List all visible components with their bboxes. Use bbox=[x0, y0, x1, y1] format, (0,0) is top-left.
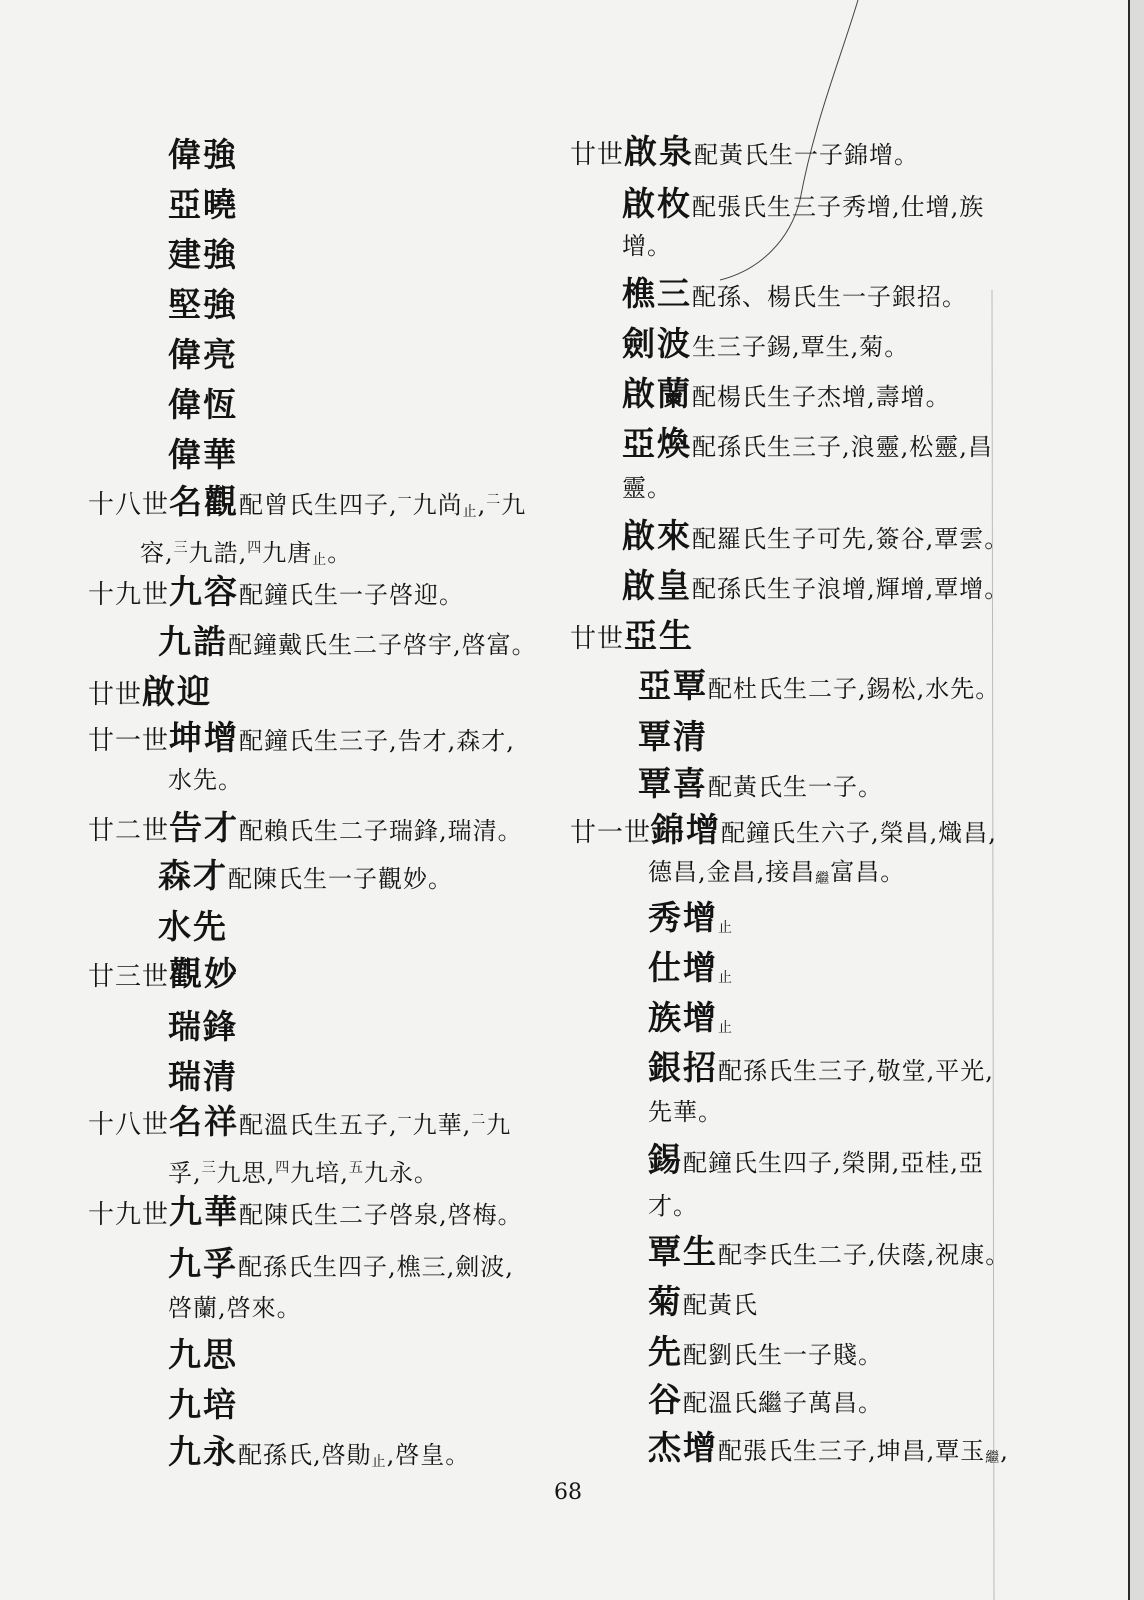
entry-note: 配孫氏生四子,樵三,劍波, bbox=[238, 1253, 514, 1281]
entry-name: 偉亮 bbox=[168, 335, 238, 374]
entry-line bbox=[168, 1148, 439, 1188]
entry-line bbox=[570, 810, 997, 850]
entry-name: 偉華 bbox=[168, 435, 238, 474]
entry-line bbox=[622, 226, 672, 266]
entry-note: 增。 bbox=[622, 232, 672, 260]
entry-name: 菊 bbox=[648, 1282, 683, 1321]
entry-line bbox=[88, 808, 523, 848]
entry-line bbox=[158, 856, 453, 896]
entry-name: 覃生 bbox=[648, 1232, 718, 1271]
entry-note: 九唐 bbox=[262, 539, 313, 567]
entry-note: 配孫氏,啓勛 bbox=[238, 1441, 372, 1469]
generation-label: 十九世 bbox=[88, 1200, 170, 1230]
generation-label: 廿一世 bbox=[88, 726, 170, 756]
entry-note: 孚, bbox=[168, 1159, 202, 1187]
entry-line bbox=[168, 132, 238, 178]
entry-line bbox=[622, 424, 993, 464]
entry-note: 配楊氏生子杰增,壽增。 bbox=[692, 383, 951, 411]
entry-name: 覃喜 bbox=[638, 764, 708, 803]
line-end-mark: 止 bbox=[718, 1020, 733, 1036]
entry-line bbox=[88, 672, 212, 712]
entry-note: 生三子錫,覃生,菊。 bbox=[692, 333, 910, 361]
left-column bbox=[0, 0, 570, 1600]
entry-note: 配黃氏 bbox=[683, 1291, 758, 1319]
entry-name: 觀妙 bbox=[169, 954, 240, 993]
entry-note: 配孫氏生三子,浪靈,松靈,昌 bbox=[692, 433, 993, 461]
entry-name: 森才 bbox=[158, 856, 228, 895]
entry-line bbox=[648, 1428, 1009, 1468]
generation-label: 廿三世 bbox=[88, 962, 170, 992]
entry-note: 九華, bbox=[412, 1111, 472, 1139]
entry-line bbox=[570, 616, 694, 656]
entry-line bbox=[648, 998, 733, 1038]
entry-line bbox=[168, 182, 238, 228]
entry-name: 先 bbox=[648, 1332, 683, 1371]
entry-name: 九培 bbox=[168, 1385, 238, 1424]
entry-line bbox=[88, 572, 464, 612]
entry-note: 配陳氏生一子觀妙。 bbox=[228, 865, 453, 893]
order-mark: 四 bbox=[275, 1160, 291, 1176]
entry-note: , bbox=[1000, 1437, 1009, 1465]
entry-note: 配孫氏生子浪增,輝增,覃增。 bbox=[692, 575, 1010, 603]
order-mark: 五 bbox=[348, 1160, 364, 1176]
entry-line bbox=[168, 432, 238, 478]
entry-note: 配杜氏生二子,錫松,水先。 bbox=[708, 675, 1001, 703]
order-mark: 一 bbox=[397, 492, 413, 508]
entry-note: 九尚 bbox=[412, 491, 463, 519]
generation-label: 廿世 bbox=[88, 680, 143, 710]
entry-name: 偉強 bbox=[168, 135, 238, 174]
entry-name: 亞覃 bbox=[638, 666, 708, 705]
entry-line bbox=[168, 282, 238, 328]
entry-name: 啟蘭 bbox=[622, 374, 692, 413]
entry-line bbox=[648, 1186, 698, 1226]
entry-name: 杰增 bbox=[648, 1428, 718, 1467]
entry-line bbox=[88, 1100, 511, 1140]
entry-line bbox=[622, 516, 1009, 556]
entry-note: 九誥, bbox=[188, 539, 248, 567]
entry-line bbox=[88, 480, 526, 520]
entry-name: 水先 bbox=[158, 907, 228, 946]
entry-name: 覃清 bbox=[638, 717, 708, 756]
entry-note: 配陳氏生二子啓泉,啓梅。 bbox=[239, 1201, 523, 1229]
entry-note: 配孫氏生三子,敬堂,平光, bbox=[718, 1057, 994, 1085]
entry-name: 九容 bbox=[169, 572, 240, 611]
entry-note: 配羅氏生子可先,簽谷,覃雲。 bbox=[692, 525, 1010, 553]
entry-line bbox=[622, 374, 951, 414]
order-mark: 二 bbox=[471, 1112, 487, 1128]
line-end-mark: 止 bbox=[312, 552, 328, 568]
entry-name: 族增 bbox=[648, 998, 718, 1037]
entry-line bbox=[570, 132, 919, 172]
entry-note: 靈。 bbox=[622, 474, 672, 502]
generation-label: 十八世 bbox=[88, 490, 170, 520]
entry-line bbox=[168, 1332, 238, 1378]
generation-label: 廿世 bbox=[570, 140, 625, 170]
entry-name: 樵三 bbox=[622, 274, 692, 313]
order-mark: 四 bbox=[247, 540, 263, 556]
entry-note: 配張氏生三子,坤昌,覃玉 bbox=[718, 1437, 986, 1465]
entry-note: 配鐘氏生四子,榮開,亞桂,亞 bbox=[683, 1149, 984, 1177]
generation-label: 廿世 bbox=[570, 624, 625, 654]
entry-line bbox=[648, 1380, 883, 1420]
entry-note: 配劉氏生一子賤。 bbox=[683, 1341, 883, 1369]
line-end-mark: 止 bbox=[718, 970, 733, 986]
entry-line bbox=[638, 764, 883, 804]
entry-line bbox=[168, 332, 238, 378]
entry-line bbox=[648, 1282, 758, 1322]
entry-line bbox=[622, 566, 1009, 606]
entry-note: 富昌。 bbox=[830, 858, 906, 886]
line-end-mark: 止 bbox=[371, 1454, 387, 1470]
entry-line bbox=[622, 324, 909, 364]
order-mark: 三 bbox=[201, 1160, 217, 1176]
entry-name: 錦增 bbox=[651, 810, 722, 849]
entry-note: 水先。 bbox=[168, 766, 243, 794]
entry-note: 九 bbox=[501, 491, 527, 519]
right-column bbox=[570, 0, 1144, 1600]
entry-name: 偉恆 bbox=[168, 385, 238, 424]
entry-line bbox=[158, 904, 228, 950]
entry-line bbox=[88, 954, 239, 994]
entry-name: 啟迎 bbox=[142, 672, 213, 711]
entry-line bbox=[648, 898, 733, 938]
entry-name: 谷 bbox=[648, 1380, 683, 1419]
entry-name: 瑞清 bbox=[168, 1057, 238, 1096]
entry-note: 配黃氏生一子。 bbox=[708, 773, 883, 801]
entry-name: 坤增 bbox=[169, 718, 240, 757]
entry-line bbox=[168, 232, 238, 278]
entry-line bbox=[158, 622, 537, 662]
entry-line bbox=[648, 948, 733, 988]
entry-line bbox=[648, 1332, 883, 1372]
entry-name: 劍波 bbox=[622, 324, 692, 363]
entry-note: 配孫、楊氏生一子銀招。 bbox=[692, 283, 967, 311]
entry-line bbox=[168, 382, 238, 428]
entry-line bbox=[168, 1004, 238, 1050]
entry-name: 九誥 bbox=[158, 622, 228, 661]
entry-line bbox=[622, 184, 984, 224]
entry-name: 亞煥 bbox=[622, 424, 692, 463]
entry-name: 亞曉 bbox=[168, 185, 238, 224]
entry-name: 堅強 bbox=[168, 285, 238, 324]
adoption-mark: 繼 bbox=[985, 1450, 1001, 1466]
entry-name: 九永 bbox=[168, 1432, 238, 1471]
entry-name: 秀增 bbox=[648, 898, 718, 937]
generation-label: 廿一世 bbox=[570, 818, 652, 848]
entry-line bbox=[622, 274, 967, 314]
entry-name: 啟皇 bbox=[622, 566, 692, 605]
entry-name: 九孚 bbox=[168, 1244, 238, 1283]
entry-note: 先華。 bbox=[648, 1098, 723, 1126]
entry-name: 亞生 bbox=[624, 616, 695, 655]
entry-note: 配鐘氏生六子,榮昌,熾昌, bbox=[721, 819, 997, 847]
entry-line bbox=[168, 760, 243, 800]
entry-note: 。 bbox=[327, 539, 353, 567]
entry-name: 建強 bbox=[168, 235, 238, 274]
entry-line bbox=[88, 718, 515, 758]
order-mark: 一 bbox=[397, 1112, 413, 1128]
entry-name: 九華 bbox=[169, 1192, 240, 1231]
entry-name: 銀招 bbox=[648, 1048, 718, 1087]
order-mark: 二 bbox=[486, 492, 502, 508]
entry-note: 容, bbox=[140, 539, 174, 567]
entry-note: 配曾氏生四子, bbox=[239, 491, 398, 519]
page-number: 68 bbox=[554, 1480, 582, 1505]
entry-name: 瑞鋒 bbox=[168, 1007, 238, 1046]
entry-line bbox=[622, 468, 672, 508]
entry-line bbox=[168, 1382, 238, 1428]
entry-note: 九永。 bbox=[363, 1159, 439, 1187]
entry-note: 配李氏生二子,伕蔭,祝康。 bbox=[718, 1241, 1011, 1269]
order-mark: 三 bbox=[173, 540, 189, 556]
entry-name: 名祥 bbox=[169, 1102, 240, 1141]
entry-line bbox=[168, 1288, 302, 1328]
generation-label: 十九世 bbox=[88, 580, 170, 610]
entry-note: 配鐘氏生三子,告才,森才, bbox=[239, 727, 515, 755]
line-end-mark: 止 bbox=[718, 920, 733, 936]
entry-name: 啟來 bbox=[622, 516, 692, 555]
entry-line bbox=[638, 714, 708, 760]
entry-note: 九 bbox=[486, 1111, 512, 1139]
entry-note: 配黃氏生一子錦增。 bbox=[694, 141, 920, 169]
entry-note: 配賴氏生二子瑞鋒,瑞清。 bbox=[239, 817, 523, 845]
adoption-mark: 繼 bbox=[815, 871, 831, 887]
entry-name: 告才 bbox=[169, 808, 240, 847]
entry-note: 配張氏生三子秀增,仕增,族 bbox=[692, 193, 985, 221]
entry-note: , bbox=[477, 491, 487, 519]
entry-note: 九思, bbox=[216, 1159, 276, 1187]
entry-line bbox=[168, 1244, 514, 1284]
entry-line bbox=[648, 1048, 994, 1088]
entry-line bbox=[648, 1232, 1010, 1272]
entry-note: 配溫氏繼子萬昌。 bbox=[683, 1389, 883, 1417]
generation-label: 十八世 bbox=[88, 1110, 170, 1140]
entry-note: 配鐘戴氏生二子啓宇,啓富。 bbox=[228, 631, 537, 659]
entry-note: 配溫氏生五子, bbox=[239, 1111, 398, 1139]
entry-line bbox=[140, 528, 352, 568]
entry-line bbox=[648, 852, 905, 892]
entry-name: 啟泉 bbox=[624, 132, 695, 171]
line-end-mark: 止 bbox=[462, 504, 478, 520]
entry-name: 啟枚 bbox=[622, 184, 692, 223]
entry-note: ,啓皇。 bbox=[386, 1441, 471, 1469]
entry-note: 德昌,金昌,接昌 bbox=[648, 858, 816, 886]
entry-name: 九思 bbox=[168, 1335, 238, 1374]
entry-note: 才。 bbox=[648, 1192, 698, 1220]
entry-line bbox=[638, 666, 1000, 706]
entry-line bbox=[168, 1054, 238, 1100]
entry-line bbox=[648, 1140, 984, 1180]
entry-line bbox=[168, 1432, 470, 1472]
entry-name: 仕增 bbox=[648, 948, 718, 987]
entry-note: 九培, bbox=[290, 1159, 349, 1187]
entry-line bbox=[88, 1192, 523, 1232]
entry-note: 配鐘氏生一子啓迎。 bbox=[239, 581, 465, 609]
generation-label: 廿二世 bbox=[88, 816, 170, 846]
entry-line bbox=[648, 1092, 723, 1132]
entry-name: 錫 bbox=[648, 1140, 683, 1179]
entry-note: 啓蘭,啓來。 bbox=[168, 1294, 302, 1322]
entry-name: 名觀 bbox=[169, 482, 240, 521]
